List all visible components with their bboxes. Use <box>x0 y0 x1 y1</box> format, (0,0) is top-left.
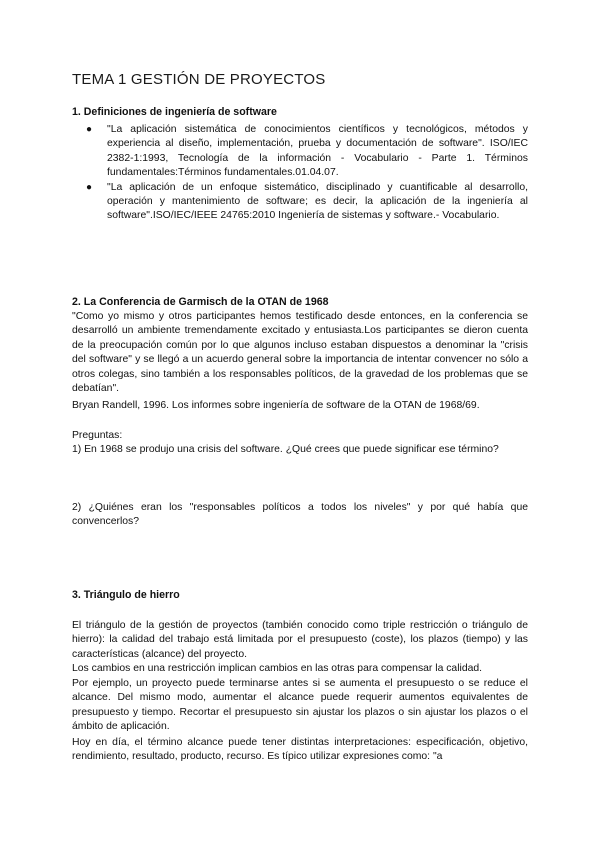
conference-quote: "Como yo mismo y otros participantes hemos testificado desde entonces, en la conferencia se desarrolló un ambiente tremendamente excitado y entusiasta.Los participantes se dieron cuenta de la preocupación común por lo que algunos incluso estaban dispuestos a denominar la "crisis del software" y se llegó a un acuerdo general sobre la importancia de intentar convencer no sólo a otros colegas, sino también a los responsables políticos, de la gravedad de los problemas que se debatían". <box>72 311 528 395</box>
definition-text: "La aplicación sistemática de conocimientos científicos y tecnológicos, métodos y experiencia al diseño, implementación, prueba y documentación de software". ISO/IEC 2382-1:1993, Tecnología de la información - Vocabulario - Parte 1. Términos fundamentales:Términos fundamentales.01.04.07. <box>107 124 528 179</box>
section-3-heading: 3. Triángulo de hierro <box>72 589 180 601</box>
bullet-icon: ● <box>86 124 93 135</box>
iron-triangle-paragraph: Por ejemplo, un proyecto puede terminarse antes si se aumenta el presupuesto o se reduce el alcance. Del mismo modo, aumentar el alcance puede requerir aumentos equivalentes de presupuesto y tiempo. Recortar el presupuesto sin ajustar los plazos o sin ajustar los plazos o el ámbito de aplicación. <box>72 678 528 733</box>
page-title: TEMA 1 GESTIÓN DE PROYECTOS <box>72 71 326 88</box>
list-item <box>72 181 528 224</box>
section-2-heading: 2. La Conferencia de Garmisch de la OTAN de 1968 <box>72 296 329 308</box>
iron-triangle-paragraph: El triángulo de la gestión de proyectos (también conocido como triple restricción o triángulo de hierro): la calidad del trabajo está limitada por el presupuesto (coste), los plazos (tiempo) y las características (alcance) del proyecto. <box>72 620 528 660</box>
iron-triangle-paragraph: Hoy en día, el término alcance puede tener distintas interpretaciones: especificación, objetivo, rendimiento, resultado, producto, recurso. Es típico utilizar expresiones como: "a <box>72 737 528 763</box>
quote-citation: Bryan Randell, 1996. Los informes sobre ingeniería de software de la OTAN de 1968/69. <box>72 400 480 411</box>
section-1-heading: 1. Definiciones de ingeniería de software <box>72 106 277 118</box>
iron-triangle-paragraph: Los cambios en una restricción implican cambios en las otras para compensar la calidad. <box>72 663 483 674</box>
bullet-icon: ● <box>86 181 93 193</box>
question-2: 2) ¿Quiénes eran los "responsables políticos a todos los niveles" y por qué había que convencerlos? <box>72 502 528 528</box>
question-1: 1) En 1968 se produjo una crisis del software. ¿Qué crees que puede significar ese término? <box>72 444 499 455</box>
questions-label: Preguntas: <box>72 430 123 441</box>
list-item <box>72 123 528 181</box>
definitions-list <box>72 123 528 224</box>
definition-text: "La aplicación de un enfoque sistemático, disciplinado y cuantificable al desarrollo, operación y mantenimiento de software; es decir, la aplicación de la ingeniería al software".ISO/IEC/IEEE 24765:2010 Ingeniería de sistemas y software.- Vocabulario. <box>107 181 528 222</box>
